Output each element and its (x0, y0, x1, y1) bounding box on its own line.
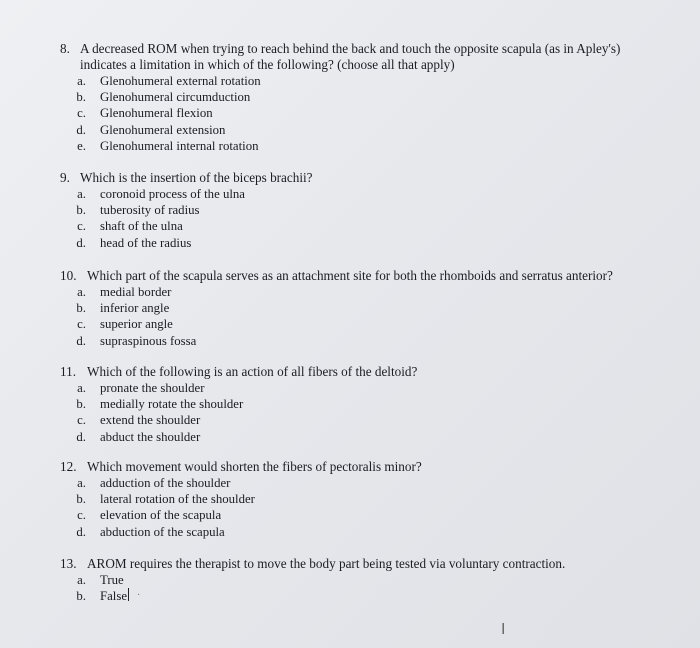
option-11a[interactable] (60, 380, 680, 396)
question-number: 10. (60, 268, 77, 283)
option-13b[interactable] (60, 588, 680, 604)
option-letter: b. (76, 301, 86, 316)
option-text: Glenohumeral extension (100, 122, 226, 137)
option-letter: d. (76, 429, 86, 444)
option-11d[interactable] (60, 429, 680, 445)
option-10d[interactable] (60, 333, 680, 349)
option-text: True (100, 573, 124, 587)
question-9 (60, 170, 680, 251)
options-list (60, 73, 680, 154)
options-list (60, 380, 680, 445)
question-text: Which movement would shorten the fibers of pectoralis minor? (87, 459, 422, 474)
option-10c[interactable] (60, 316, 680, 332)
option-text: superior angle (100, 317, 173, 332)
option-letter: a. (77, 381, 86, 395)
option-12c[interactable] (60, 507, 680, 523)
question-stem-continued (60, 57, 680, 73)
question-text: Which of the following is an action of all fibers of the deltoid? (87, 364, 418, 379)
question-8 (60, 41, 680, 154)
question-stem (60, 170, 680, 186)
question-number: 12. (60, 459, 77, 474)
option-text: extend the shoulder (100, 413, 201, 428)
option-text: False (100, 589, 128, 604)
option-text: Glenohumeral circumduction (100, 90, 251, 105)
option-13a[interactable] (60, 572, 680, 588)
option-10b[interactable] (60, 300, 680, 316)
option-letter: c. (77, 508, 86, 523)
option-8e[interactable] (60, 138, 680, 154)
option-12b[interactable] (60, 491, 680, 507)
question-number: 9. (60, 170, 70, 185)
option-9c[interactable] (60, 218, 680, 234)
question-text: AROM requires the therapist to move the body part being tested via voluntary contraction. (87, 556, 566, 571)
question-text-continued: indicates a limitation in which of the following? (choose all that apply) (80, 57, 455, 72)
option-letter: a. (77, 187, 86, 201)
option-11c[interactable] (60, 412, 680, 428)
question-text: Which part of the scapula serves as an attachment site for both the rhomboids and serratus anterior? (87, 268, 613, 283)
question-10 (60, 268, 680, 349)
option-letter: d. (76, 333, 86, 348)
option-text: abduction of the scapula (100, 524, 225, 539)
option-letter: b. (76, 492, 86, 507)
question-number: 8. (60, 41, 70, 56)
option-text: abduct the shoulder (100, 429, 201, 444)
option-8c[interactable] (60, 105, 680, 121)
option-text: Glenohumeral external rotation (100, 74, 261, 88)
options-list (60, 284, 680, 349)
options-list (60, 475, 680, 540)
option-text: pronate the shoulder (100, 381, 205, 395)
question-text: Which is the insertion of the biceps brachii? (80, 170, 313, 185)
option-11b[interactable] (60, 396, 680, 412)
option-12a[interactable] (60, 475, 680, 491)
option-text: Glenohumeral internal rotation (100, 138, 259, 153)
option-8d[interactable] (60, 122, 680, 138)
options-list (60, 186, 680, 251)
option-text: Glenohumeral flexion (100, 106, 213, 121)
option-letter: a. (77, 74, 86, 88)
question-number: 11. (60, 364, 76, 379)
option-text: shaft of the ulna (100, 219, 183, 234)
option-text: medial border (100, 285, 172, 299)
option-9b[interactable] (60, 202, 680, 218)
option-letter: b. (76, 203, 86, 218)
option-text: medially rotate the shoulder (100, 397, 244, 412)
option-letter: d. (76, 122, 86, 137)
option-letter: c. (77, 106, 86, 121)
option-9d[interactable] (60, 235, 680, 251)
option-letter: a. (77, 573, 86, 587)
option-text: head of the radius (100, 235, 192, 250)
question-number: 13. (60, 556, 77, 571)
option-text: adduction of the shoulder (100, 476, 231, 490)
option-letter: e. (77, 138, 86, 153)
option-letter: b. (76, 90, 86, 105)
option-text: supraspinous fossa (100, 333, 197, 348)
option-letter: b. (76, 589, 86, 604)
question-stem (60, 364, 680, 380)
question-stem (60, 459, 680, 475)
option-10a[interactable] (60, 284, 680, 300)
dot-icon: · (137, 590, 141, 602)
ibeam-cursor-icon: I (501, 620, 506, 638)
question-12 (60, 459, 680, 540)
option-text: coronoid process of the ulna (100, 187, 245, 201)
question-13 (60, 556, 680, 604)
option-text: elevation of the scapula (100, 508, 222, 523)
option-text: tuberosity of radius (100, 203, 200, 218)
question-stem (60, 268, 680, 284)
option-letter: d. (76, 235, 86, 250)
option-letter: b. (76, 397, 86, 412)
option-8a[interactable] (60, 73, 680, 89)
text-cursor-icon (128, 588, 129, 601)
option-letter: d. (76, 524, 86, 539)
option-letter: c. (77, 317, 86, 332)
question-11 (60, 364, 680, 445)
option-8b[interactable] (60, 89, 680, 105)
option-12d[interactable] (60, 524, 680, 540)
question-text: A decreased ROM when trying to reach behind the back and touch the opposite scapula (as in Apley's) (80, 41, 621, 56)
option-letter: a. (77, 285, 86, 299)
option-text: inferior angle (100, 301, 170, 316)
option-letter: c. (77, 219, 86, 234)
option-letter: a. (77, 476, 86, 490)
question-stem (60, 41, 680, 57)
options-list (60, 572, 680, 604)
option-text: lateral rotation of the shoulder (100, 492, 255, 507)
option-letter: c. (77, 413, 86, 428)
question-stem (60, 556, 680, 572)
option-9a[interactable] (60, 186, 680, 202)
